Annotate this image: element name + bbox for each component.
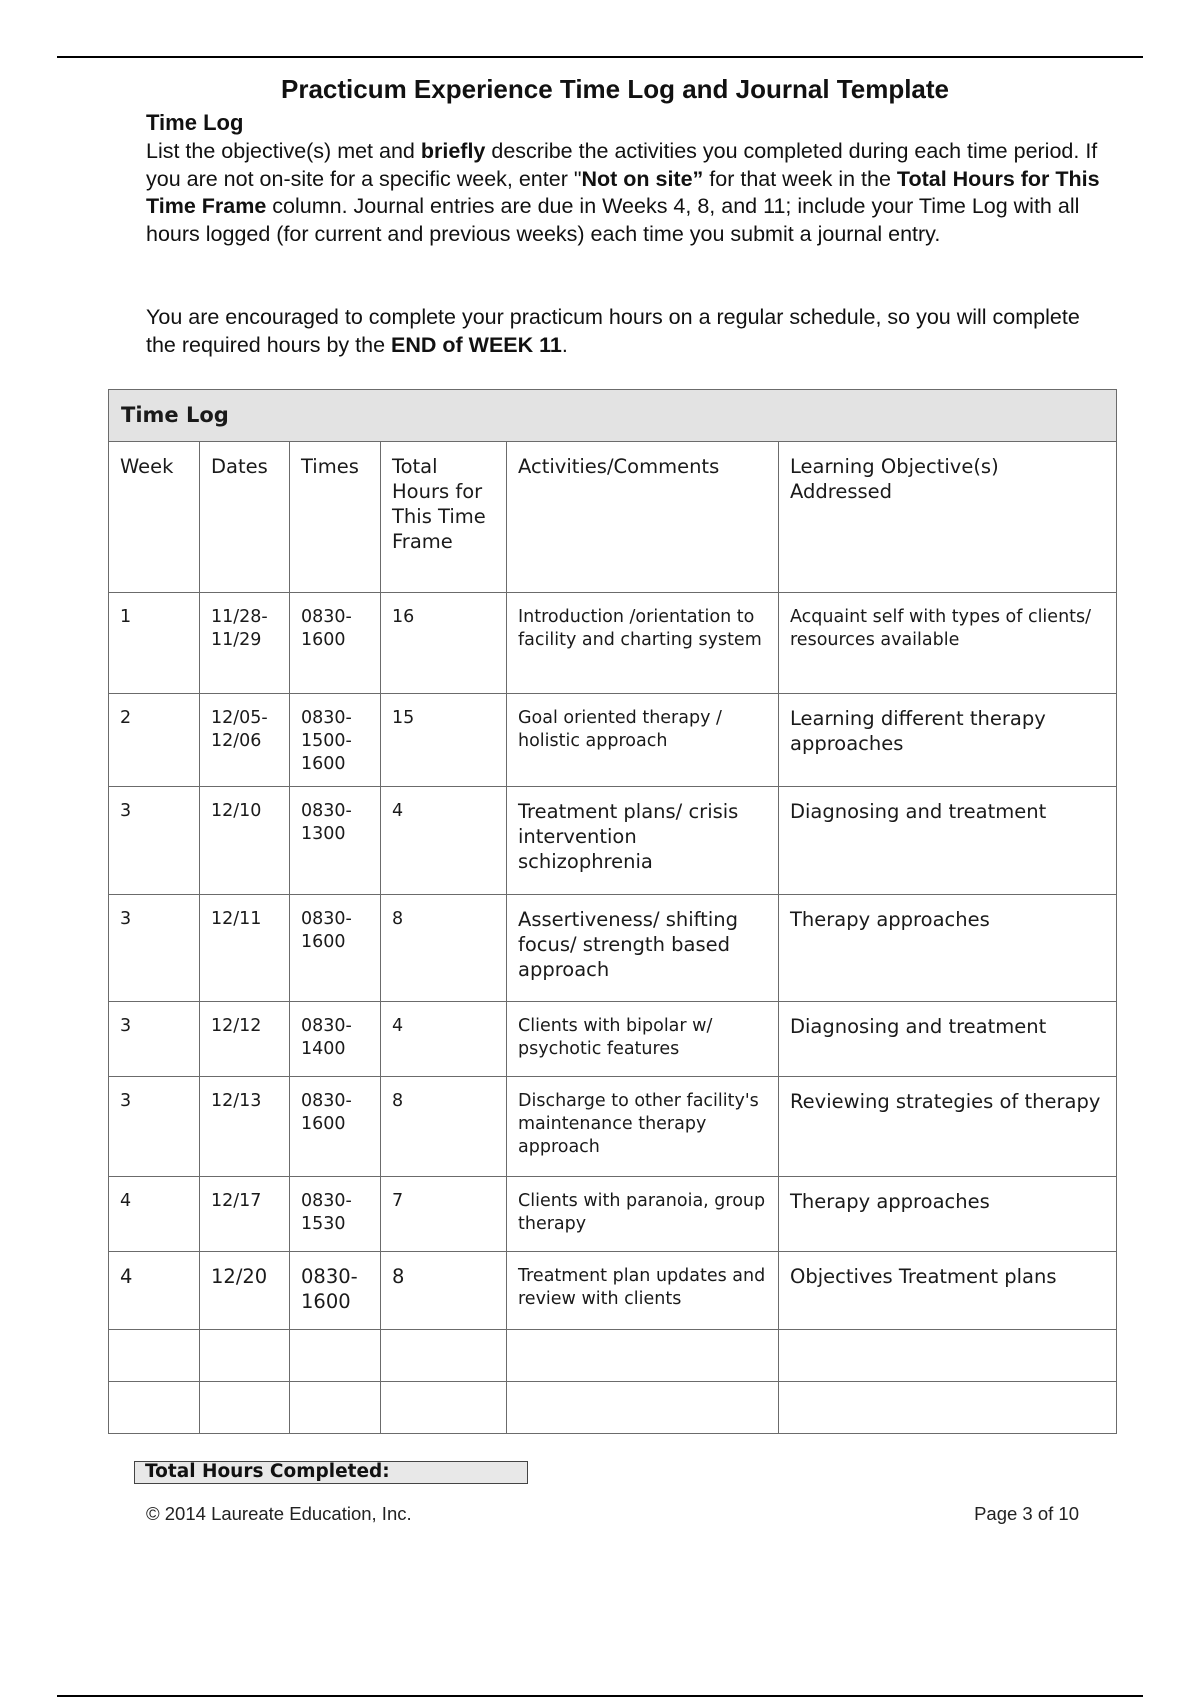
cell-total-hours: 4: [381, 787, 507, 895]
cell-dates: 12/11: [200, 895, 290, 1002]
cell-dates: 11/28-11/29: [200, 593, 290, 694]
table-row: [109, 1177, 1117, 1252]
cell-dates: [200, 1330, 290, 1382]
cell-activities: Treatment plans/ crisis intervention schizophrenia: [507, 787, 779, 895]
cell-activities: Clients with bipolar w/ psychotic features: [507, 1002, 779, 1077]
cell-times: 0830-1600: [290, 1252, 381, 1330]
cell-objectives: Diagnosing and treatment: [779, 1002, 1117, 1077]
cell-total-hours: 16: [381, 593, 507, 694]
cell-times: 0830-1500-1600: [290, 694, 381, 787]
cell-dates: 12/05-12/06: [200, 694, 290, 787]
table-row: [109, 1330, 1117, 1382]
cell-week: [109, 1330, 200, 1382]
cell-activities: [507, 1330, 779, 1382]
copyright: © 2014 Laureate Education, Inc.: [146, 1503, 412, 1524]
cell-objectives: Objectives Treatment plans: [779, 1252, 1117, 1330]
cell-total-hours: 4: [381, 1002, 507, 1077]
column-header-row: [109, 442, 1117, 593]
cell-times: 0830-1600: [290, 895, 381, 1002]
cell-activities: [507, 1382, 779, 1434]
cell-objectives: [779, 1382, 1117, 1434]
cell-week: 3: [109, 1077, 200, 1177]
cell-dates: 12/10: [200, 787, 290, 895]
time-log-caption: Time Log: [109, 390, 1117, 442]
cell-week: 3: [109, 1002, 200, 1077]
cell-activities: Assertiveness/ shifting focus/ strength based approach: [507, 895, 779, 1002]
cell-dates: 12/20: [200, 1252, 290, 1330]
cell-times: 0830-1300: [290, 787, 381, 895]
cell-times: [290, 1382, 381, 1434]
table-row: [109, 593, 1117, 694]
cell-objectives: Therapy approaches: [779, 895, 1117, 1002]
cell-objectives: Learning different therapy approaches: [779, 694, 1117, 787]
cell-total-hours: [381, 1330, 507, 1382]
cell-total-hours: 8: [381, 1077, 507, 1177]
time-log-table: [108, 389, 1117, 1434]
cell-times: 0830-1400: [290, 1002, 381, 1077]
cell-week: 3: [109, 895, 200, 1002]
cell-total-hours: 7: [381, 1177, 507, 1252]
cell-week: 3: [109, 787, 200, 895]
cell-total-hours: 15: [381, 694, 507, 787]
cell-week: 4: [109, 1177, 200, 1252]
section-heading: Time Log: [146, 110, 244, 135]
cell-times: [290, 1330, 381, 1382]
table-row: [109, 787, 1117, 895]
cell-dates: [200, 1382, 290, 1434]
cell-total-hours: 8: [381, 1252, 507, 1330]
table-row: [109, 1382, 1117, 1434]
header-objectives: Learning Objective(s) Addressed: [779, 442, 1117, 593]
bottom-rule: [57, 1695, 1143, 1697]
cell-objectives: Diagnosing and treatment: [779, 787, 1117, 895]
cell-total-hours: [381, 1382, 507, 1434]
header-times: Times: [290, 442, 381, 593]
header-dates: Dates: [200, 442, 290, 593]
instructions-paragraph: List the objective(s) met and briefly describe the activities you completed during each time period. If you are not on-site for a specific week, enter "Not on site” for that week in the Total Hours for This Time Frame column. Journal entries are due in Weeks 4, 8, and 11; include your Time Log with all hours logged (for current and previous weeks) each time you submit a journal entry.: [146, 139, 1100, 246]
top-rule: [57, 56, 1143, 58]
table-row: [109, 1252, 1117, 1330]
cell-activities: Goal oriented therapy / holistic approach: [507, 694, 779, 787]
cell-week: 4: [109, 1252, 200, 1330]
total-hours-completed: Total Hours Completed:: [134, 1461, 528, 1484]
table-row: [109, 694, 1117, 787]
page-number: Page 3 of 10: [974, 1503, 1079, 1524]
cell-activities: Introduction /orientation to facility and charting system: [507, 593, 779, 694]
cell-times: 0830-1600: [290, 1077, 381, 1177]
cell-dates: 12/17: [200, 1177, 290, 1252]
cell-times: 0830-1600: [290, 593, 381, 694]
header-total-hours: Total Hours for This Time Frame: [381, 442, 507, 593]
table-row: [109, 1002, 1117, 1077]
header-activities: Activities/Comments: [507, 442, 779, 593]
header-week: Week: [109, 442, 200, 593]
cell-times: 0830-1530: [290, 1177, 381, 1252]
cell-week: 2: [109, 694, 200, 787]
cell-dates: 12/13: [200, 1077, 290, 1177]
cell-dates: 12/12: [200, 1002, 290, 1077]
cell-objectives: Reviewing strategies of therapy: [779, 1077, 1117, 1177]
table-row: [109, 1077, 1117, 1177]
schedule-paragraph: You are encouraged to complete your practicum hours on a regular schedule, so you will complete the required hours by the END of WEEK 11.: [146, 305, 1080, 357]
cell-activities: Treatment plan updates and review with clients: [507, 1252, 779, 1330]
cell-week: [109, 1382, 200, 1434]
cell-objectives: Acquaint self with types of clients/ resources available: [779, 593, 1117, 694]
cell-objectives: Therapy approaches: [779, 1177, 1117, 1252]
document-title: Practicum Experience Time Log and Journal Template: [280, 74, 949, 104]
cell-activities: Discharge to other facility's maintenance therapy approach: [507, 1077, 779, 1177]
cell-week: 1: [109, 593, 200, 694]
cell-objectives: [779, 1330, 1117, 1382]
time-log-caption-row: [109, 390, 1117, 442]
table-row: [109, 895, 1117, 1002]
cell-activities: Clients with paranoia, group therapy: [507, 1177, 779, 1252]
cell-total-hours: 8: [381, 895, 507, 1002]
